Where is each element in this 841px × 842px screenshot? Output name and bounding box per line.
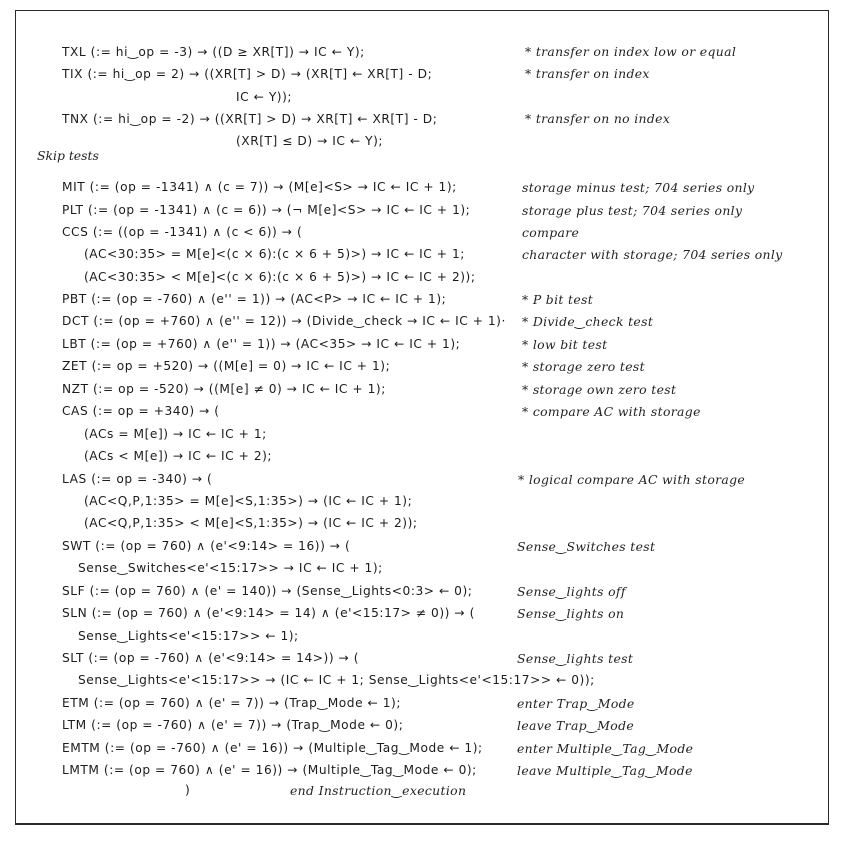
comment-cas: * compare AC with storage (522, 404, 701, 419)
code-line-tnx: TNX (:= hi‿op = -2) → ((XR[T] > D) → XR[T] ← XR[T] - D; (62, 112, 438, 126)
comment-tnx: * transfer on no index (525, 111, 671, 126)
code-line-pbt: PBT (:= (op = -760) ∧ (e'' = 1)) → (AC<P> → IC ← IC + 1); (62, 292, 447, 306)
code-line-plt: PLT (:= (op = -1341) ∧ (c = 6)) → (¬ M[e]<S> → IC ← IC + 1); (62, 203, 471, 217)
code-line-ccs: CCS (:= ((op = -1341) ∧ (c < 6)) → ( (62, 225, 303, 239)
code-line-swt-cont: Sense‿Switches<e'<15:17>> → IC ← IC + 1); (78, 561, 383, 575)
code-line-lbt: LBT (:= (op = +760) ∧ (e'' = 1)) → (AC<35> → IC ← IC + 1); (62, 337, 461, 351)
code-line-cas-eq: (ACs = M[e]) → IC ← IC + 1; (84, 427, 267, 441)
code-line-slt-cont: Sense‿Lights<e'<15:17>> → (IC ← IC + 1; Sense‿Lights<e'<15:17>> ← 0)); (78, 673, 595, 687)
comment-zet: * storage zero test (522, 359, 645, 374)
comment-lmtm: leave Multiple‿Tag‿Mode (517, 763, 693, 778)
code-line-lmtm: LMTM (:= (op = 760) ∧ (e' = 16)) → (Multiple‿Tag‿Mode ← 0); (62, 763, 477, 777)
comment-pbt: * P bit test (522, 292, 594, 307)
code-line-swt: SWT (:= (op = 760) ∧ (e'<9:14> = 16)) → ( (62, 539, 351, 553)
comment-swt: Sense‿Switches test (517, 539, 656, 554)
code-line-las: LAS (:= op = -340) → ( (62, 472, 213, 486)
comment-las: * logical compare AC with storage (518, 472, 746, 487)
code-line-mit: MIT (:= (op = -1341) ∧ (c = 7)) → (M[e]<S> → IC ← IC + 1); (62, 180, 457, 194)
code-line-slf: SLF (:= (op = 760) ∧ (e' = 140)) → (Sense‿Lights<0:3> ← 0); (62, 584, 473, 598)
comment-slf: Sense‿lights off (517, 584, 626, 599)
code-line-emtm: EMTM (:= (op = -760) ∧ (e' = 16)) → (Multiple‿Tag‿Mode ← 1); (62, 741, 483, 755)
code-line-zet: ZET (:= op = +520) → ((M[e] = 0) → IC ← IC + 1); (62, 359, 391, 373)
end-comment: end Instruction‿execution (290, 783, 467, 798)
code-line-cas-lt: (ACs < M[e]) → IC ← IC + 2); (84, 449, 273, 463)
code-line-cas: CAS (:= op = +340) → ( (62, 404, 220, 418)
code-line-etm: ETM (:= (op = 760) ∧ (e' = 7)) → (Trap‿Mode ← 1); (62, 696, 402, 710)
comment-txl: * transfer on index low or equal (525, 44, 737, 59)
comment-tix: * transfer on index (525, 66, 650, 81)
comment-plt: storage plus test; 704 series only (522, 203, 743, 218)
code-line-tnx-cont: (XR[T] ≤ D) → IC ← Y); (236, 134, 384, 148)
code-line-tix: TIX (:= hi‿op = 2) → ((XR[T] > D) → (XR[T] ← XR[T] - D; (62, 67, 433, 81)
comment-slt: Sense‿lights test (517, 651, 634, 666)
code-line-txl: TXL (:= hi‿op = -3) → ((D ≥ XR[T]) → IC ← Y); (62, 45, 365, 59)
code-line-ltm: LTM (:= (op = -760) ∧ (e' = 7)) → (Trap‿Mode ← 0); (62, 718, 404, 732)
comment-ltm: leave Trap‿Mode (517, 718, 635, 733)
comment-sln: Sense‿lights on (517, 606, 625, 621)
code-line-las-eq: (AC<Q,P,1:35> = M[e]<S,1:35>) → (IC ← IC + 1); (84, 494, 413, 508)
comment-nzt: * storage own zero test (522, 382, 677, 397)
code-line-tix-cont: IC ← Y)); (236, 90, 293, 104)
code-line-las-lt: (AC<Q,P,1:35> < M[e]<S,1:35>) → (IC ← IC + 2)); (84, 516, 418, 530)
code-line-nzt: NZT (:= op = -520) → ((M[e] ≠ 0) → IC ← IC + 1); (62, 382, 386, 396)
code-line-ccs-lt: (AC<30:35> < M[e]<(c × 6):(c × 6 + 5)>) → IC ← IC + 2)); (84, 270, 476, 284)
comment-etm: enter Trap‿Mode (517, 696, 635, 711)
comment-mit: storage minus test; 704 series only (522, 180, 755, 195)
code-line-ccs-eq: (AC<30:35> = M[e]<(c × 6):(c × 6 + 5)>) → IC ← IC + 1; (84, 247, 465, 261)
comment-ccs-character: character with storage; 704 series only (522, 247, 783, 262)
comment-emtm: enter Multiple‿Tag‿Mode (517, 741, 694, 756)
comment-ccs-compare: compare (522, 225, 580, 240)
comment-lbt: * low bit test (522, 337, 608, 352)
closing-paren: ) (185, 783, 191, 797)
code-line-sln: SLN (:= (op = 760) ∧ (e'<9:14> = 14) ∧ (e'<15:17> ≠ 0)) → ( (62, 606, 475, 620)
section-heading-skip-tests: Skip tests (37, 148, 99, 163)
comment-dct: * Divide‿check test (522, 314, 654, 329)
code-line-sln-cont: Sense‿Lights<e'<15:17>> ← 1); (78, 629, 299, 643)
code-line-dct: DCT (:= (op = +760) ∧ (e'' = 12)) → (Divide‿check → IC ← IC + 1)· (62, 314, 506, 328)
code-line-slt: SLT (:= (op = -760) ∧ (e'<9:14> = 14>)) → ( (62, 651, 360, 665)
